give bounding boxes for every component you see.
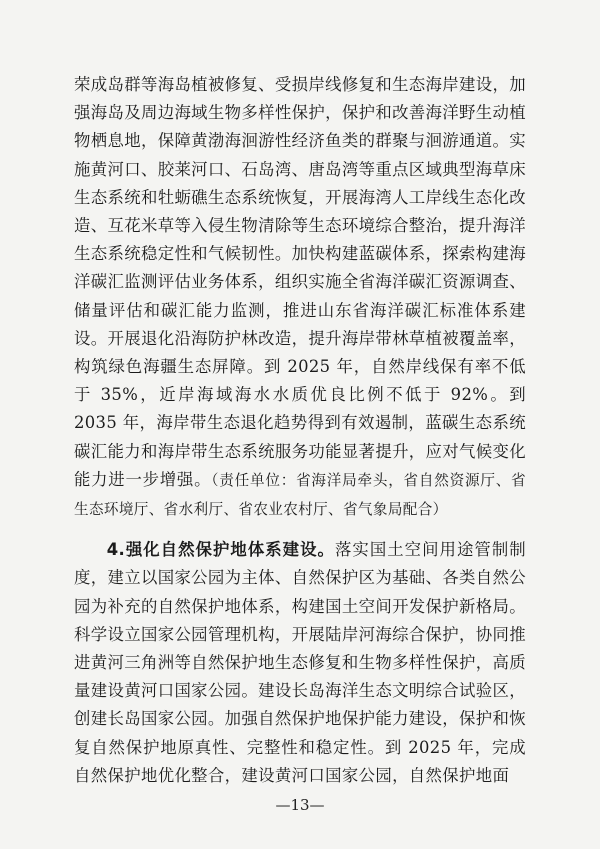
paragraph-1-body: 荣成岛群等海岛植被修复、受损岸线修复和生态海岸建设，加强海岛及周边海域生物多样性保护，保护和改善海洋野生动植物栖息地，保障黄渤海洄游性经济鱼类的群聚与洄游通道。实施黄河口、胶莱河口、石岛湾、唐岛湾等重点区域典型海草床生态系统和牡蛎礁生态系统恢复，开展海湾人工岸线生态化改造、互花米草等入侵生物清除等生态环境综合整治，提升海洋生态系统稳定性和气候韧性。加快构建蓝碳体系，探索构建海洋碳汇监测评估业务体系，组织实施全省海洋碳汇资源调查、储量评估和碳汇能力监测，推进山东省海洋碳汇标准体系建设。开展退化沿海防护林改造，提升海岸带林草植被覆盖率，构筑绿色海疆生态屏障。到 2025 年，自然岸线保有率不低于 35%，近岸海域海水水质优良比例不低于 92%。到 2035 年，海岸带生态退化趋势得到有效遏制，蓝碳生态系统碳汇能力和海岸带生态系统服务功能显著提升，应对气候变化能力进一步增强。 xyxy=(74,75,526,489)
body-text xyxy=(74,71,526,790)
page-number: —13— xyxy=(275,796,325,814)
paragraph-section-4 xyxy=(74,536,526,790)
responsibility-note: （责任单位：省海洋局牵头，省自然资源厅、省生态环境厅、省水利厅、省农业农村厅、省气象局配合） xyxy=(74,471,526,519)
section-4-heading: 4.强化自然保护地体系建设。 xyxy=(106,540,335,560)
section-4-body: 落实国土空间用途管制制度，建立以国家公园为主体、自然保护区为基础、各类自然公园为补充的自然保护地体系，构建国土空间开发保护新格局。科学设立国家公园管理机构，开展陆岸河海综合保护，协同推进黄河三角洲等自然保护地生态修复和生物多样性保护，高质量建设黄河口国家公园。建设长岛海洋生态文明综合试验区，创建长岛国家公园。加强自然保护地保护能力建设，保护和恢复自然保护地原真性、完整性和稳定性。到 2025 年，完成自然保护地优化整合，建设黄河口国家公园，自然保护地面 xyxy=(74,540,526,785)
paragraph-1 xyxy=(74,71,526,524)
